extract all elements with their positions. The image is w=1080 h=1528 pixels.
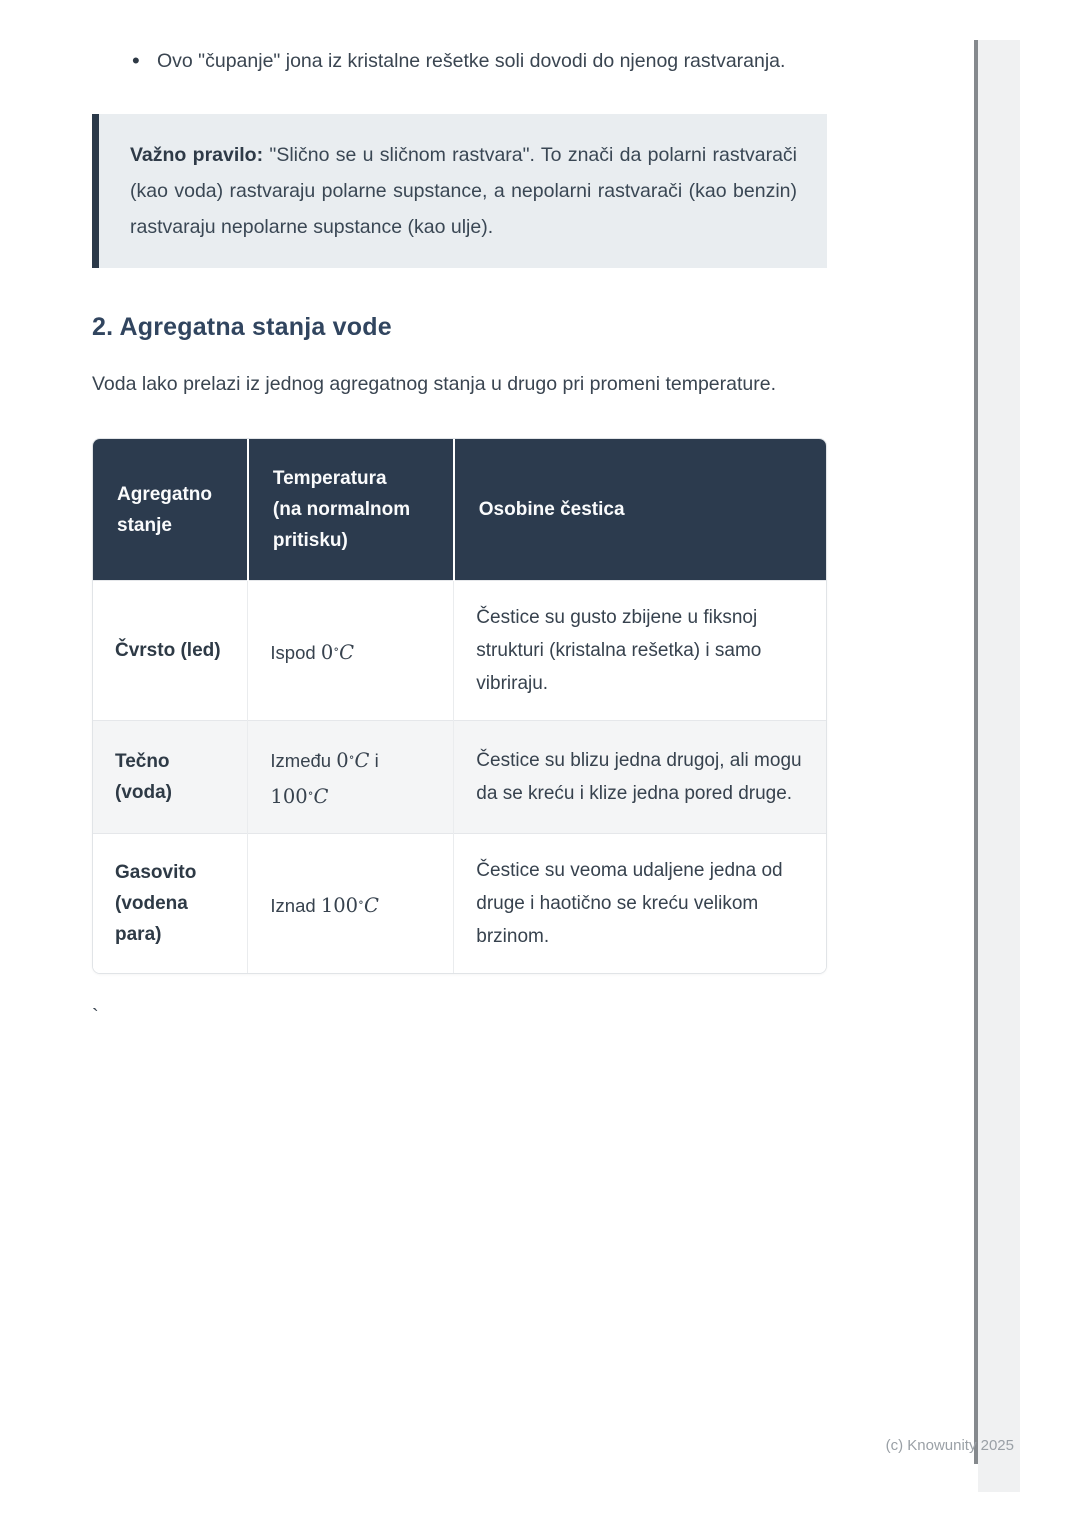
state-cell: Gasovito (vodena para) <box>93 834 248 974</box>
col-header-temperature <box>248 439 454 581</box>
intro-paragraph: Voda lako prelazi iz jednog agregatnog stanja u drugo pri promeni temperature. <box>92 373 777 395</box>
stray-backtick: ` <box>92 1006 99 1028</box>
col-header-temperature-label: Temperatura (na normalnom pritisku) <box>272 468 411 551</box>
table-row <box>93 721 826 834</box>
bullet-item: • Ovo "čupanje" jona iz kristalne rešetke soli dovodi do njenog rastvaranja. <box>92 46 827 77</box>
temperature-value: 0∘C <box>320 640 355 664</box>
description-cell: Čestice su veoma udaljene jedna od druge i haotično se kreću velikom brzinom. <box>454 834 826 974</box>
section-heading: 2. Agregatna stanja vode <box>92 313 392 341</box>
states-table <box>92 438 827 974</box>
temperature-value: 100∘C <box>320 893 379 917</box>
table-body <box>93 581 826 974</box>
table-row <box>93 581 826 721</box>
temperature-cell: Iznad 100∘C <box>248 834 454 974</box>
scrollbar-thumb[interactable] <box>974 40 978 1464</box>
bullet-list <box>92 46 827 77</box>
copyright-text: (c) Knowunity 2025 <box>885 1437 1014 1454</box>
table-header-row <box>93 439 826 581</box>
col-header-properties <box>454 439 826 581</box>
callout-text <box>130 137 797 245</box>
state-cell: Čvrsto (led) <box>93 581 248 721</box>
table-row <box>93 834 826 974</box>
col-header-state-label: Agregatno stanje <box>117 483 212 536</box>
col-header-state <box>93 439 248 581</box>
callout-box <box>92 114 827 268</box>
temperature-cell: Između 0∘C i 100∘C <box>248 721 454 834</box>
callout-body: "Slično se u sličnom rastvara". To znači da polarni rastvarači (kao voda) rastvaraju polarne supstance, a nepolarni rastvarači (kao benzin) rastvaraju nepolarne supstance (kao ulje). <box>130 144 798 238</box>
state-cell: Tečno (voda) <box>93 721 248 834</box>
description-cell: Čestice su gusto zbijene u fiksnoj strukturi (kristalna rešetka) i samo vibriraju. <box>454 581 826 721</box>
temperature-value: 0∘C <box>336 749 370 772</box>
description-cell: Čestice su blizu jedna drugoj, ali mogu da se kreću i klize jedna pored druge. <box>454 721 826 834</box>
temperature-value: 100∘C <box>270 785 329 808</box>
col-header-properties-label: Osobine čestica <box>478 499 625 520</box>
document-content <box>92 46 827 1029</box>
scrollbar-track[interactable] <box>978 40 1020 1492</box>
temperature-cell: Ispod 0∘C <box>248 581 454 721</box>
callout-bold-lead: Važno pravilo: <box>130 144 264 166</box>
